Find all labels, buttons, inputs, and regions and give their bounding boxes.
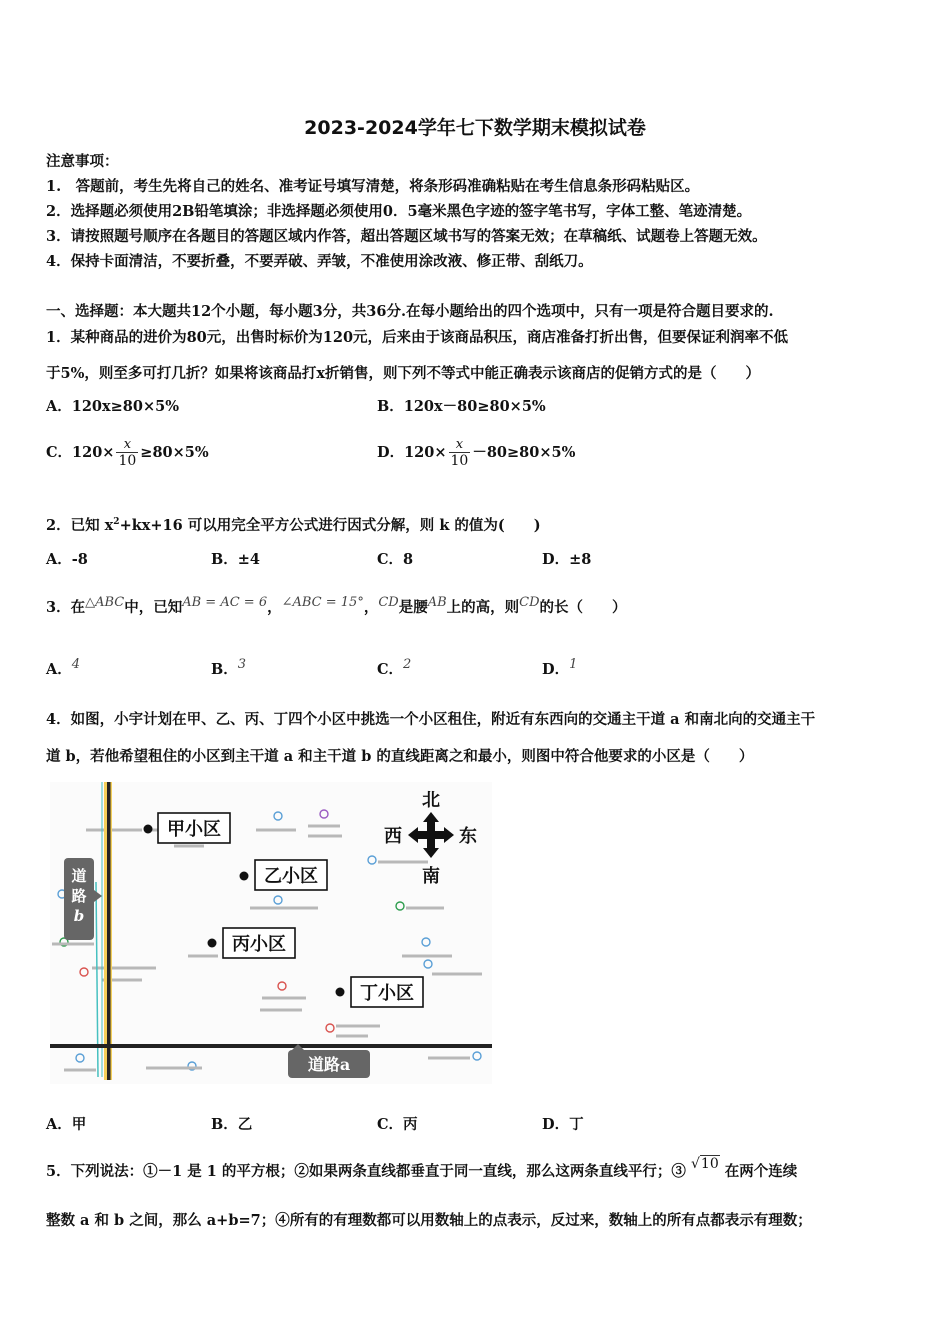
q3-stem xyxy=(46,595,627,619)
option-letter: C． xyxy=(377,661,404,678)
q3-option-b xyxy=(211,657,247,681)
q2-option-c: C．8 xyxy=(377,551,414,568)
road-b-label: b xyxy=(73,907,85,925)
bing-marker xyxy=(208,939,217,948)
q2-option-d: D．±8 xyxy=(542,551,592,568)
q1-option-d-prefix: D．120× xyxy=(377,444,447,461)
q1-option-b: B．120x－80≥80×5% xyxy=(377,398,546,415)
option-value: 4 xyxy=(71,657,81,672)
compass-south: 南 xyxy=(422,866,440,887)
notice-heading: 注意事项： xyxy=(46,153,119,170)
q2-stem xyxy=(46,516,541,538)
q1-option-c-suffix: ≥80×5% xyxy=(140,444,209,461)
q3-text: 3．在 xyxy=(46,599,86,616)
q3-text: 是腰 xyxy=(398,599,428,616)
math-expression: AB = AC = 6 xyxy=(182,595,268,610)
road-a-line xyxy=(50,1044,492,1048)
yi-marker xyxy=(240,872,249,881)
math-expression: ∠ABC = 15° xyxy=(281,595,364,610)
jia-label: 甲小区 xyxy=(167,819,221,840)
ding-marker xyxy=(336,988,345,997)
compass-east: 东 xyxy=(459,826,477,847)
notice-item: 4．保持卡面清洁，不要折叠，不要弄破、弄皱，不准使用涂改液、修正带、刮纸刀。 xyxy=(46,253,593,270)
q2-option-a: A．-8 xyxy=(46,551,88,568)
option-letter: A． xyxy=(46,661,72,678)
q1-option-d-suffix: －80≥80×5% xyxy=(472,444,576,461)
q3-option-a xyxy=(46,657,81,681)
q4-map-figure xyxy=(50,782,492,1084)
q3-text: ， xyxy=(267,599,282,616)
bing-label: 丙小区 xyxy=(232,934,286,955)
q3-text: 中，已知 xyxy=(124,599,183,616)
q1-option-a: A．120x≥80×5% xyxy=(46,398,180,415)
superscript: 2 xyxy=(113,517,120,527)
q3-text: ， xyxy=(363,599,379,616)
option-value: 1 xyxy=(569,657,578,672)
fraction-denominator: 10 xyxy=(118,453,137,469)
math-expression: CD xyxy=(519,595,540,610)
road-b-label: 道 xyxy=(71,867,87,885)
sqrt-radicand: 10 xyxy=(700,1156,719,1172)
q2-option-b: B．±4 xyxy=(211,551,260,568)
option-value: 2 xyxy=(403,657,412,672)
notice-item: 1. 答题前，考生先将自己的姓名、准考证号填写清楚，将条形码准确粘贴在考生信息条形码粘贴区。 xyxy=(46,178,700,195)
q3-text: 上的高，则 xyxy=(446,599,520,616)
fraction-denominator: 10 xyxy=(450,453,469,469)
math-expression: AB xyxy=(427,595,447,610)
notice-item: 3．请按照题号顺序在各题目的答题区域内作答，超出答题区域书写的答案无效；在草稿纸、试题卷上答题无效。 xyxy=(46,228,767,245)
q2-stem-post: +kx+16 可以用完全平方公式进行因式分解，则 k 的值为( ) xyxy=(119,517,541,534)
q4-option-d: D．丁 xyxy=(542,1116,584,1133)
ding-label: 丁小区 xyxy=(360,983,414,1004)
fraction xyxy=(449,437,471,469)
fraction xyxy=(116,437,138,469)
q2-stem-pre: 2．已知 x xyxy=(46,517,114,534)
option-letter: B． xyxy=(211,661,238,678)
q3-option-c xyxy=(377,657,412,681)
q5-text: 5．下列说法：①－1 是 1 的平方根；②如果两条直线都垂直于同一直线，那么这两条直线平行；③ xyxy=(46,1163,686,1180)
fraction-numerator: x xyxy=(123,437,132,452)
compass-west: 西 xyxy=(384,826,402,847)
sqrt-expression: √10 xyxy=(690,1156,719,1172)
section-heading: 一、选择题：本大题共12个小题，每小题3分，共36分.在每小题给出的四个选项中，只有一项是符合题目要求的. xyxy=(46,303,774,320)
q3-text: 的长（ ） xyxy=(539,599,627,616)
option-value: 3 xyxy=(237,657,247,672)
q5-stem-line2: 整数 a 和 b 之间，那么 a+b=7；④所有的有理数都可以用数轴上的点表示，反过来，数轴上的所有点都表示有理数； xyxy=(46,1212,812,1229)
math-expression: CD xyxy=(378,595,399,610)
map-svg xyxy=(50,782,492,1084)
road-a-label: 道路a xyxy=(307,1055,351,1074)
page-title: 2023-2024学年七下数学期末模拟试卷 xyxy=(304,117,646,139)
math-expression: △ABC xyxy=(85,595,125,610)
compass-north: 北 xyxy=(422,790,440,811)
fraction-numerator: x xyxy=(455,437,464,452)
q1-stem-line2: 于5%，则至多可打几折？如果将该商品打x折销售，则下列不等式中能正确表示该商店的促销方式的是（ ） xyxy=(46,365,761,382)
q1-stem-line1: 1．某种商品的进价为80元，出售时标价为120元，后来由于该商品积压，商店准备打折出售，但要保证利润率不低 xyxy=(46,329,789,346)
q4-stem-line1: 4．如图，小宇计划在甲、乙、丙、丁四个小区中挑选一个小区租住，附近有东西向的交通主干道 a 和南北向的交通主干 xyxy=(46,711,816,728)
option-letter: D． xyxy=(542,661,570,678)
q5-stem-line1 xyxy=(46,1156,798,1182)
q4-option-a: A．甲 xyxy=(46,1116,87,1133)
notice-item: 2．选择题必须使用2B铅笔填涂；非选择题必须使用0．5毫米黑色字迹的签字笔书写，字体工整、笔迹清楚。 xyxy=(46,203,752,220)
q3-option-d xyxy=(542,657,578,681)
q1-option-c-prefix: C．120× xyxy=(46,444,115,461)
yi-label: 乙小区 xyxy=(264,866,318,887)
q1-option-d xyxy=(377,437,575,469)
road-b-label: 路 xyxy=(71,887,87,905)
jia-marker xyxy=(144,825,153,834)
q4-option-b: B．乙 xyxy=(211,1116,253,1133)
q5-text: 在两个连续 xyxy=(724,1163,798,1180)
road-b-line xyxy=(107,782,111,1080)
q1-option-c xyxy=(46,437,209,469)
q4-option-c: C．丙 xyxy=(377,1116,418,1133)
q4-stem-line2: 道 b，若他希望租住的小区到主干道 a 和主干道 b 的直线距离之和最小，则图中符合他要求的小区是（ ） xyxy=(46,748,754,765)
